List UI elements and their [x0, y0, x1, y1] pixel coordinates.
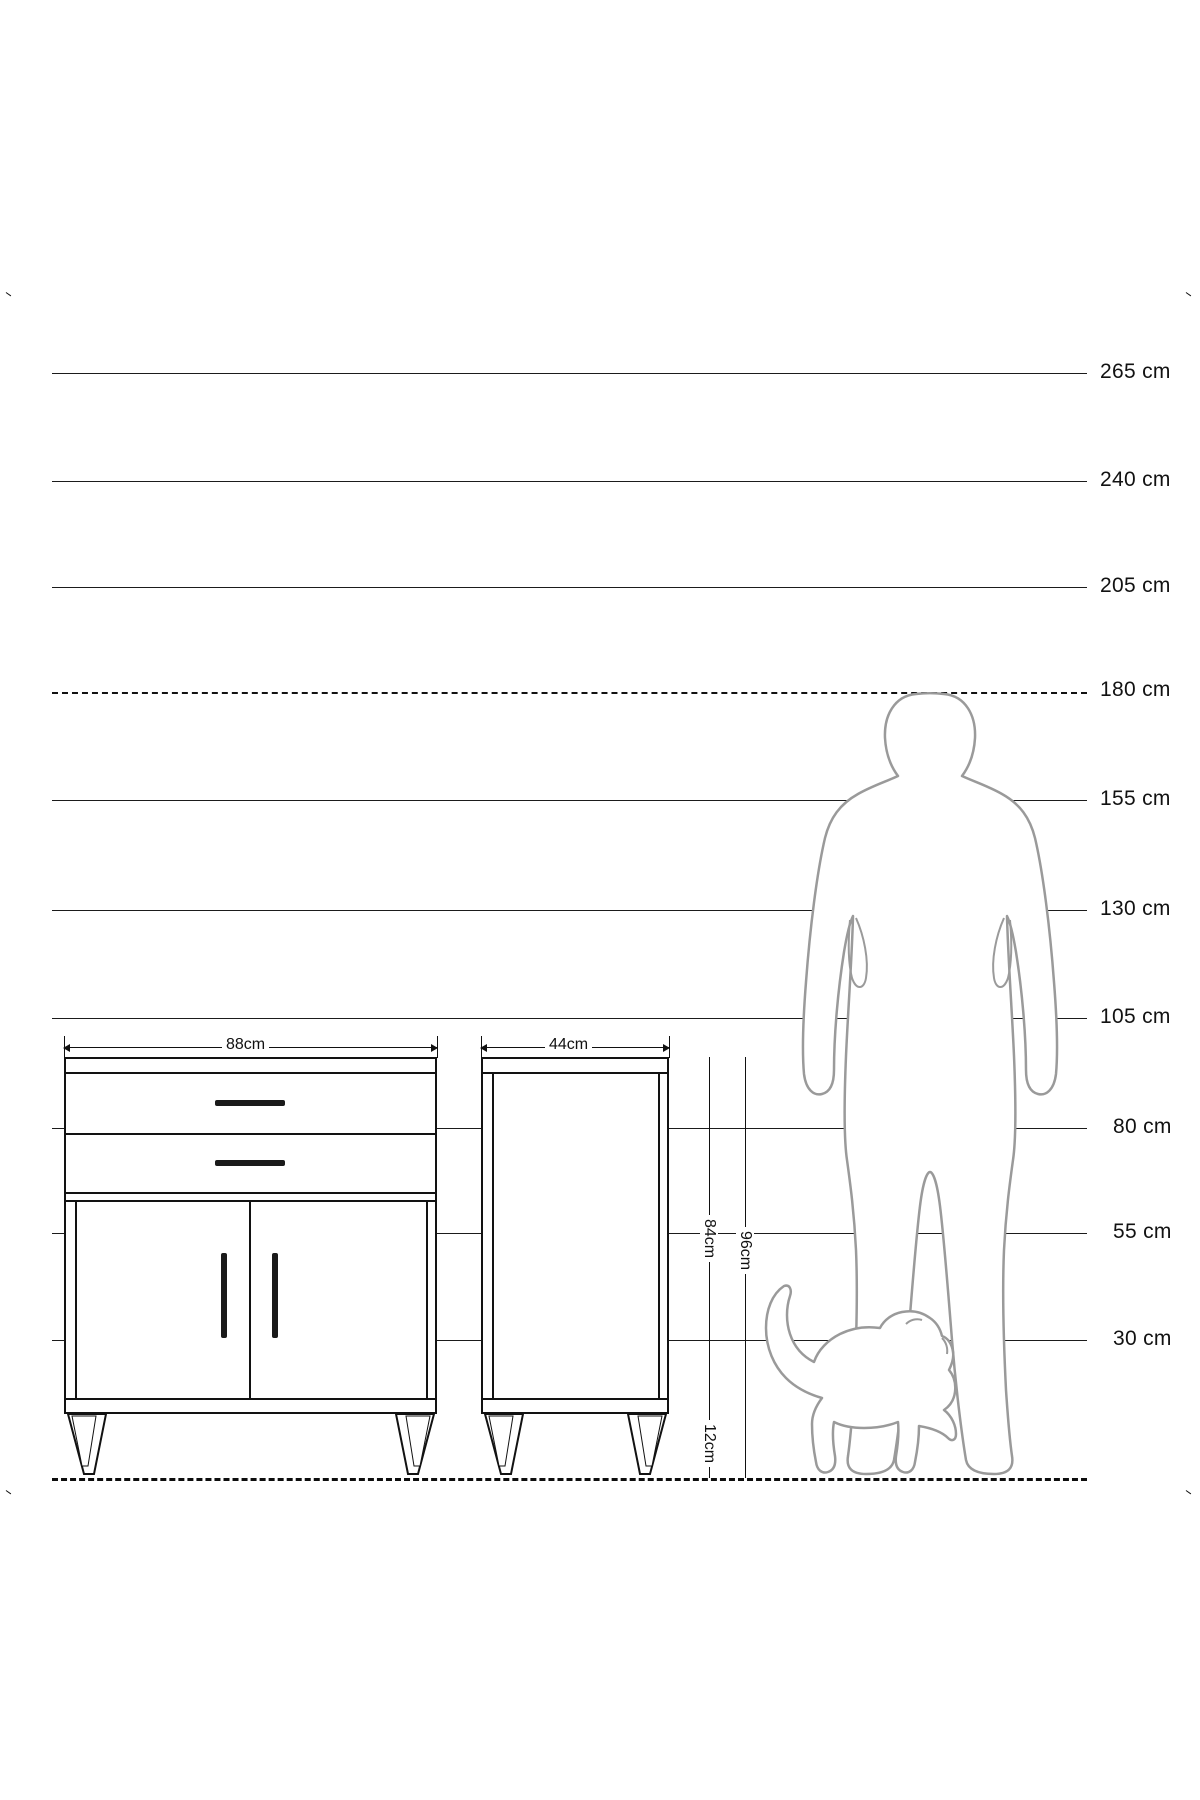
- dim-label-cabinet-body-height: 84cm: [700, 1215, 718, 1262]
- sideboard-left-door-edge: [75, 1200, 77, 1398]
- cabinet-leg-right: [610, 1414, 668, 1478]
- scale-label-180: 180 cm: [1100, 678, 1171, 701]
- scale-label-240: 240 cm: [1100, 468, 1171, 491]
- cabinet-bottom-rail: [481, 1398, 669, 1400]
- sideboard-drawer-2-handle[interactable]: [215, 1160, 285, 1166]
- corner-tick-top-left: [6, 292, 13, 299]
- scale-line-205: [52, 587, 1087, 588]
- dim-label-sideboard-width: 88cm: [222, 1036, 269, 1054]
- scale-line-265: [52, 373, 1087, 374]
- cabinet-right-door-edge: [658, 1072, 660, 1398]
- scale-label-30: 30 cm: [1113, 1327, 1172, 1350]
- corner-tick-top-right: [1186, 292, 1193, 299]
- sideboard-leg-right: [378, 1414, 436, 1478]
- cabinet-left-door-edge: [492, 1072, 494, 1398]
- cat-silhouette: [756, 1280, 976, 1480]
- corner-tick-bottom-right: [1186, 1490, 1193, 1497]
- sideboard-top-cap: [64, 1072, 437, 1074]
- sideboard-left-door-handle[interactable]: [221, 1253, 227, 1338]
- cabinet-body[interactable]: [481, 1057, 669, 1414]
- scale-label-105: 105 cm: [1100, 1005, 1171, 1028]
- dim-label-cabinet-width: 44cm: [545, 1036, 592, 1054]
- sideboard-door-split: [249, 1200, 251, 1398]
- sideboard-leg-left: [66, 1414, 124, 1478]
- scale-label-130: 130 cm: [1100, 897, 1171, 920]
- scale-label-80: 80 cm: [1113, 1115, 1172, 1138]
- sideboard-bottom-rail: [64, 1398, 437, 1400]
- scale-label-155: 155 cm: [1100, 787, 1171, 810]
- sideboard-right-door-edge: [426, 1200, 428, 1398]
- scale-label-55: 55 cm: [1113, 1220, 1172, 1243]
- sideboard-drawer-1-handle[interactable]: [215, 1100, 285, 1106]
- dim-label-leg-height: 12cm: [700, 1420, 718, 1467]
- scale-label-205: 205 cm: [1100, 574, 1171, 597]
- cabinet-leg-left: [483, 1414, 541, 1478]
- sideboard-drawer-1-divider: [64, 1133, 437, 1135]
- scale-label-265: 265 cm: [1100, 360, 1171, 383]
- dim-label-cabinet-total-height: 96cm: [736, 1227, 754, 1274]
- cabinet-top-cap: [481, 1072, 669, 1074]
- scale-line-240: [52, 481, 1087, 482]
- corner-tick-bottom-left: [6, 1490, 13, 1497]
- sideboard-drawer-2-divider: [64, 1192, 437, 1194]
- sideboard-right-door-handle[interactable]: [272, 1253, 278, 1338]
